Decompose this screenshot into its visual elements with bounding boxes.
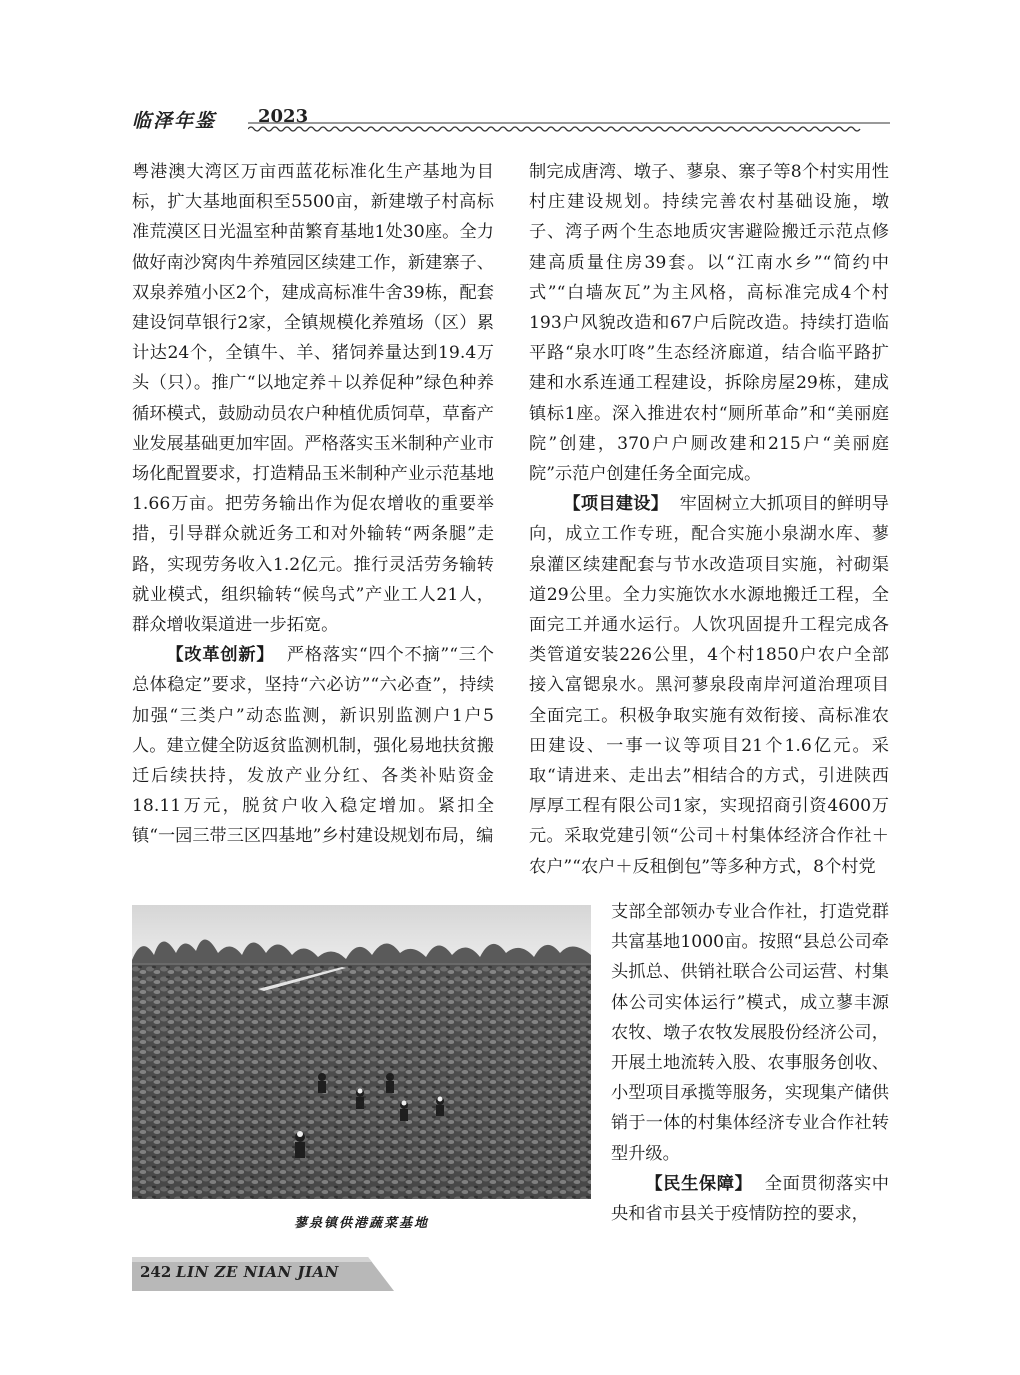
header-wavy-rule	[248, 120, 890, 134]
paragraph: 制完成唐湾、墩子、蓼泉、寨子等8个村实用性村庄建设规划。持续完善农村基础设施，墩子、湾子两个生态地质灾害避险搬迁示范点修建高质量住房39套。以“江南水乡”“简约中式”“白墙灰瓦”为主风格，高标准完成4个村193户风貌改造和67户后院改造。持续打造临平路“泉水叮咚”生态经济廊道，结合临平路扩建和水系连通工程建设，拆除房屋29栋，建成镇标1座。深入推进农村“厕所革命”和“美丽庭院”创建，370户户厕改建和215户“美丽庭院”示范户创建任务全面完成。	[529, 162, 889, 485]
paragraph-text: 全面贯彻落实中央和省市县关于疫情防控的要求，	[611, 1173, 889, 1225]
running-footer	[132, 1257, 394, 1291]
yearbook-title: 临泽年鉴	[132, 110, 217, 132]
paragraph-reform	[132, 640, 494, 851]
section-label-projects: 【项目建设】	[563, 494, 669, 515]
running-header	[130, 102, 890, 142]
vegetable-field-photo	[132, 905, 591, 1199]
right-text-column	[529, 157, 889, 882]
paragraph: 粤港澳大湾区万亩西蓝花标准化生产基地为目标，扩大基地面积至5500亩，新建墩子村高标准荒漠区日光温室种苗繁育基地1处30座。全力做好南沙窝肉牛养殖园区续建工作，新建寨子、双泉养殖小区2个，建成高标准牛舍39栋，配套建设饲草银行2家，全镇规模化养殖场（区）累计达24个，全镇牛、羊、猪饲养量达到19.4万头（只）。推广“以地定养＋以养促种”绿色种养循环模式，鼓励动员农户种植优质饲草，草畜产业发展基础更加牢固。严格落实玉米制种产业市场化配置要求，打造精品玉米制种产业示范基地1.66万亩。把劳务输出作为促农增收的重要举措，引导群众就近务工和对外输转“两条腿”走路，实现劳务收入1.2亿元。推行灵活劳务输转就业模式，组织输转“候鸟式”产业工人21人，群众增收渠道进一步拓宽。	[132, 162, 494, 636]
field-illustration	[132, 905, 591, 1199]
paragraph-projects	[529, 489, 889, 882]
section-label-reform: 【改革创新】	[166, 645, 275, 666]
paragraph-livelihood	[611, 1169, 889, 1229]
yearbook-year: 2023	[258, 106, 309, 127]
photo-caption: 蓼泉镇供港蔬菜基地	[293, 1216, 429, 1231]
page-number: 242	[140, 1263, 172, 1281]
footer-running-title: LIN ZE NIAN JIAN	[176, 1263, 339, 1281]
section-label-livelihood: 【民生保障】	[645, 1173, 753, 1194]
paragraph-text: 牢固树立大抓项目的鲜明导向，成立工作专班，配合实施小泉湖水库、蓼泉灌区续建配套与节水改造项目实施，衬砌渠道29公里。全力实施饮水水源地搬迁工程，全面完工并通水运行。人饮巩固提升工程完成各类管道安装226公里，4个村1850户农户全部接入富锶泉水。黑河蓼泉段南岸河道治理项目全面完工。积极争取实施有效衔接、高标准农田建设、一事一议等项目21个1.6亿元。采取“请进来、走出去”相结合的方式，引进陕西厚厚工程有限公司1家，实现招商引资4600万元。采取党建引领“公司＋村集体经济合作社＋农户”“农户＋反租倒包”等多种方式，8个村党	[529, 494, 889, 877]
left-text-column	[132, 157, 494, 852]
paragraph: 支部全部领办专业合作社，打造党群共富基地1000亩。按照“县总公司牵头抓总、供销社联合公司运营、村集体公司实体运行”模式，成立蓼丰源农牧、墩子农牧发展股份经济公司，开展土地流转入股、农事服务创收、小型项目承揽等服务，实现集产储供销于一体的村集体经济专业合作社转型升级。	[611, 902, 889, 1164]
paragraph-text: 严格落实“四个不摘”“三个总体稳定”要求，坚持“六必访”“六必查”，持续加强“三类户”动态监测，新识别监测户1户5人。建立健全防返贫监测机制，强化易地扶贫搬迁后续扶持，发放产业分红、各类补贴资金18.11万元，脱贫户收入稳定增加。紧扣全镇“一园三带三区四基地”乡村建设规划布局，编	[132, 645, 494, 847]
right-text-column-lower	[611, 897, 889, 1229]
